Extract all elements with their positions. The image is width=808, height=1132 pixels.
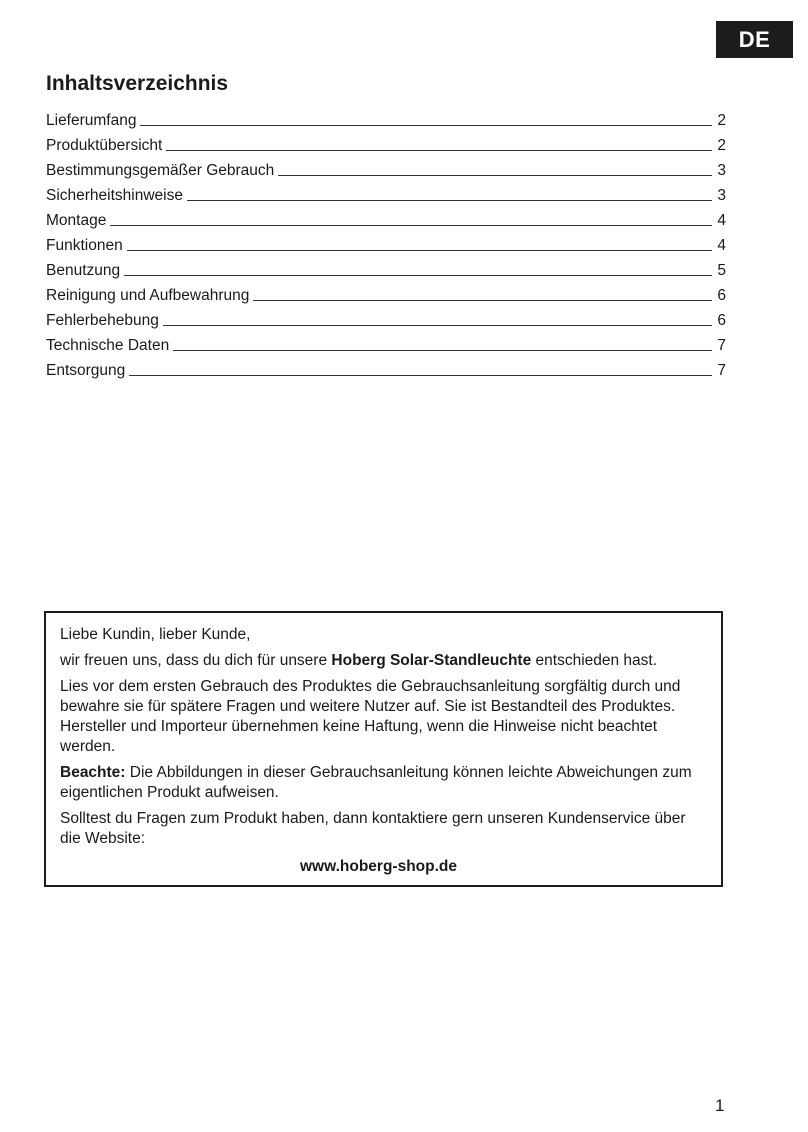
toc-entry-label: Fehlerbehebung: [46, 312, 159, 329]
toc-entry-page: 6: [717, 312, 726, 329]
toc-entry-label: Produktübersicht: [46, 137, 163, 154]
toc-title: Inhaltsverzeichnis: [46, 72, 229, 95]
toc-entry-page: 4: [717, 212, 726, 229]
toc-entry-label: Lieferumfang: [46, 112, 137, 129]
toc-leader: [140, 125, 712, 126]
note-paragraph: [60, 763, 697, 803]
toc-entry-label: Bestimmungsgemäßer Gebrauch: [46, 162, 275, 179]
toc-leader: [129, 375, 712, 376]
toc-entry[interactable]: [46, 180, 726, 205]
toc-leader: [187, 200, 712, 201]
toc-entry[interactable]: [46, 230, 726, 255]
intro-text-end: entschieden hast.: [531, 652, 658, 669]
toc-leader: [253, 300, 712, 301]
product-name: Hoberg Solar-Standleuchte: [331, 652, 532, 669]
page-number: 1: [715, 1096, 725, 1115]
toc-entry-page: 2: [717, 112, 726, 129]
intro-text: wir freuen uns, dass du dich für unsere: [60, 652, 332, 669]
toc-entry-page: 5: [717, 262, 726, 279]
toc-entry-label: Montage: [46, 212, 107, 229]
toc-entry-label: Technische Daten: [46, 337, 170, 354]
toc-entry-page: 6: [717, 287, 726, 304]
intro-box: [44, 611, 723, 887]
toc-entry[interactable]: [46, 155, 726, 180]
toc-entry[interactable]: [46, 205, 726, 230]
toc-leader: [278, 175, 712, 176]
toc-leader: [127, 250, 712, 251]
toc-entry[interactable]: [46, 280, 726, 305]
toc-entry-page: 4: [717, 237, 726, 254]
toc-leader: [166, 150, 712, 151]
toc-leader: [163, 325, 712, 326]
toc-leader: [173, 350, 712, 351]
note-text: Die Abbildungen in dieser Gebrauchsanleitung können leichte Abweichungen zum eigentlichen Produkt aufweisen.: [60, 764, 692, 801]
toc-leader: [124, 275, 712, 276]
toc-entry-label: Reinigung und Aufbewahrung: [46, 287, 250, 304]
toc-entry-page: 3: [717, 162, 726, 179]
toc-entry-page: 3: [717, 187, 726, 204]
language-badge: DE: [716, 21, 793, 58]
toc-entry[interactable]: [46, 130, 726, 155]
website-link[interactable]: www.hoberg-shop.de: [299, 858, 457, 875]
toc-entry-label: Sicherheitshinweise: [46, 187, 183, 204]
toc-entry-label: Benutzung: [46, 262, 121, 279]
greeting: Liebe Kundin, lieber Kunde,: [60, 626, 251, 643]
toc-leader: [110, 225, 712, 226]
usage-paragraph: Lies vor dem ersten Gebrauch des Produktes die Gebrauchsanleitung sorgfältig durch und bewahre sie für spätere Fragen und weitere Nutzer auf. Sie ist Bestandteil des Produktes. Hersteller und Importeur übernehmen keine Haftung, wenn die Hinweise nicht beachtet werden.: [60, 678, 681, 755]
toc-entry-page: 2: [717, 137, 726, 154]
contact-paragraph: Solltest du Fragen zum Produkt haben, dann kontaktiere gern unseren Kundenservice über die Website:: [60, 810, 686, 847]
toc-entry[interactable]: [46, 105, 726, 130]
toc-entry[interactable]: [46, 330, 726, 355]
table-of-contents: [46, 105, 726, 380]
toc-entry-label: Entsorgung: [46, 362, 126, 379]
toc-entry[interactable]: [46, 255, 726, 280]
toc-entry-page: 7: [717, 337, 726, 354]
intro-paragraph: [60, 651, 697, 671]
toc-entry-page: 7: [717, 362, 726, 379]
toc-entry[interactable]: [46, 355, 726, 380]
toc-entry-label: Funktionen: [46, 237, 123, 254]
note-label: Beachte:: [60, 764, 126, 781]
toc-entry[interactable]: [46, 305, 726, 330]
